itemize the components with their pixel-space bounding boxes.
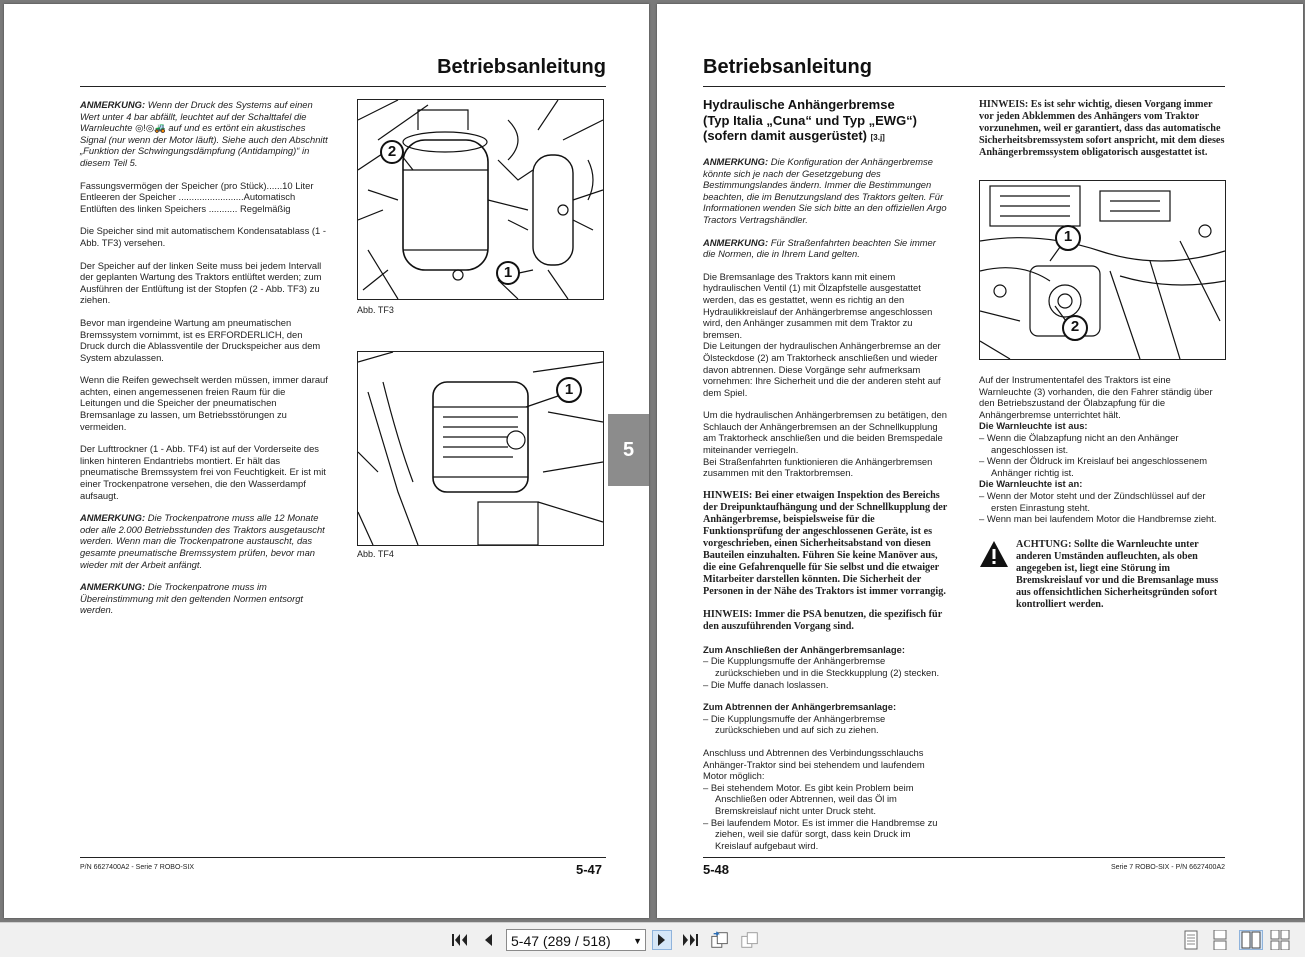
pdf-viewer-toolbar <box>0 922 1305 957</box>
right-page <box>657 4 1303 918</box>
first-page-button[interactable] <box>450 930 470 950</box>
next-page-button[interactable] <box>652 930 672 950</box>
callout-1: 1 <box>1063 228 1073 245</box>
list-item: – Die Kupplungsmuffe der Anhängerbremse zurückschieben und in die Steckkupplung (2) stecken. <box>703 655 940 679</box>
single-page-view-button[interactable] <box>1181 930 1201 950</box>
warning-off-heading: Die Warnleuchte ist aus: <box>979 420 1088 432</box>
next-view-button[interactable] <box>740 930 760 950</box>
hydraulic-coupling-illustration <box>980 181 1225 359</box>
header-rule <box>703 86 1225 87</box>
paragraph: Anschluss und Abtrennen des Verbindungsschlauchs Anhänger-Traktor sind bei stehendem und laufendem Motor möglich: <box>703 747 925 782</box>
spec-drain: Entleeren der Speicher .........................Automatisch <box>80 191 296 203</box>
paragraph: Die Leitungen der hydraulischen Anhängerbremse an der Ölsteckdose (2) am Traktorheck anschließen und wieder davon abtrennen. Diese Vorgänge sehr aufmerksam vornehmen: Ihre Sicherheit und die der anderen steht auf dem Spiel. <box>703 340 941 398</box>
spec-vent: Entlüften des linken Speichers ........... Regelmäßig <box>80 202 291 214</box>
list-item: – Wenn der Motor steht und der Zündschlüssel auf der ersten Einrastung steht. <box>979 489 1206 513</box>
left-page <box>4 4 649 918</box>
disconnect-heading: Zum Abtrennen der Anhängerbremsanlage: <box>703 701 897 713</box>
right-text-column-2 <box>979 99 1225 170</box>
figure-hydraulic-coupling <box>979 180 1226 360</box>
paragraph: Bei Straßenfahrten funktionieren die Anhängerbremsen zusammen mit den Traktorbremsen. <box>703 455 933 479</box>
ppe-notice: HINWEIS: Immer die PSA benutzen, die spezifisch für den auszuführenden Vorgang sind. <box>703 608 943 632</box>
last-page-icon <box>681 932 699 948</box>
note-configuration: ANMERKUNG: Die Konfiguration der Anhängerbremse könnte sich je nach der Gesetzgebung des Bestimmungslandes ändern. Immer die Bestimmungen beachten, die im Benutzungsland des Traktors gelten. Für Informationen wenden Sie sich bitte an den offiziellen Argo Tractors Vertragshändler. <box>703 156 947 225</box>
list-item: – Wenn man bei laufendem Motor die Handbremse zieht. <box>979 513 1217 525</box>
spec-capacity: Fassungsvermögen der Speicher (pro Stück)......10 Liter <box>80 179 314 191</box>
list-item: – Die Muffe danach loslassen. <box>703 678 829 690</box>
chapter-tab: 5 <box>608 414 649 486</box>
paragraph: Die Bremsanlage des Traktors kann mit einem hydraulischen Ventil (1) mit Ölzapfstelle ausgestattet werden, das es gestattet, wenn es richtig an den Hydraulikkreislauf der Anhängerbremse angeschlossen wird, den Anhänger zusammen mit dem Traktor zu bremsen. <box>703 270 933 340</box>
continuous-facing-view-button[interactable] <box>1270 930 1290 950</box>
prev-page-button[interactable] <box>478 930 498 950</box>
footer-rule <box>80 857 606 858</box>
page-header-title: Betriebsanleitung <box>437 56 606 78</box>
page-number: 5-48 <box>703 862 730 877</box>
paragraph: Auf der Instrumententafel des Traktors ist eine Warnleuchte (3) vorhanden, die den Fahrer ständig über den Betriebszustand der Ölabzapfung für die Anhängerbremse unterrichtet hält. <box>979 374 1213 420</box>
list-item: – Bei stehendem Motor. Es gibt kein Problem beim Anschließen oder Abtrennen, weil das Öl im Bremskreislauf nicht unter Druck steht. <box>703 781 914 816</box>
page-select[interactable]: 5-47 (289 / 518) ▼ <box>506 929 646 951</box>
list-item: – Wenn die Ölabzapfung nicht an den Anhänger angeschlossen ist. <box>979 431 1179 455</box>
right-text-column-1 <box>703 156 949 851</box>
right-text-column-2b <box>979 374 1225 525</box>
paragraph: Der Lufttrockner (1 - Abb. TF4) ist auf der Vorderseite des linken hinteren Endantriebs montiert. Er hält das pneumatische Bremssystem frei von Feuchtigkeit. Er ist mit einer Trockenpatrone versehen, die den Wasserdampf aufsaugt. <box>80 443 326 501</box>
connect-heading: Zum Anschließen der Anhängerbremsanlage: <box>703 643 905 655</box>
paragraph: Wenn die Reifen gewechselt werden müssen, immer darauf achten, einen angemessenen freien Raum für die Leitungen und die Speicher der pneumatischen Bremsanlage zu lassen, um Betriebsstörungen zu vermeiden. <box>80 374 328 432</box>
first-page-icon <box>451 932 469 948</box>
note-disposal: ANMERKUNG: Die Trockenpatrone muss im Übereinstimmung mit den geltenden Normen entsorgt werden. <box>80 581 304 616</box>
next-page-icon <box>655 932 669 948</box>
accumulator-illustration <box>358 100 603 299</box>
figure-caption: Abb. TF3 <box>357 305 394 315</box>
callout-1: 1 <box>564 381 574 398</box>
list-item: – Wenn der Öldruck im Kreislauf bei angeschlossenem Anhänger richtig ist. <box>979 455 1208 478</box>
figure-caption: Abb. TF4 <box>357 549 394 559</box>
callout-2: 2 <box>1070 318 1080 335</box>
previous-view-button[interactable] <box>710 930 730 950</box>
continuous-facing-view-icon <box>1270 930 1290 950</box>
paragraph: Die Speicher sind mit automatischem Kondensatablass (1 - Abb. TF3) versehen. <box>80 225 326 248</box>
note-cartridge: ANMERKUNG: Die Trockenpatrone muss alle 12 Monate oder alle 2.000 Betriebsstunden des Traktors ausgetauscht werden. Wenn man die Trockenpatrone austauscht, das gesamte pneumatische Bremssystem prüfen, bevor man wieder mit der Arbeit anfängt. <box>80 512 325 570</box>
continuous-view-icon <box>1211 930 1229 950</box>
page-header-title: Betriebsanleitung <box>703 56 872 78</box>
note-road: ANMERKUNG: Für Straßenfahrten beachten Sie immer die Normen, die in Ihrem Land gelten. <box>703 236 936 260</box>
last-page-button[interactable] <box>680 930 700 950</box>
left-text-column <box>80 99 328 627</box>
facing-view-button[interactable] <box>1239 930 1263 950</box>
single-page-view-icon <box>1183 930 1199 950</box>
warning-light-icon: ◎!◎🚜 <box>135 122 166 134</box>
chevron-down-icon: ▼ <box>633 936 642 946</box>
list-item: – Die Kupplungsmuffe der Anhängerbremse zurückschieben und auf sich zu ziehen. <box>703 712 886 736</box>
prev-page-icon <box>481 932 495 948</box>
paragraph: Um die hydraulischen Anhängerbremsen zu betätigen, den Schlauch der Anhängerbremsen an der Schnellkupplung am Traktorheck anschließen und die beiden Bremspedale miteinander verriegeln. <box>703 409 947 456</box>
note-warning-light: ANMERKUNG: Wenn der Druck des Systems auf einen Wert unter 4 bar abfällt, leuchtet auf der Schalttafel die Warnleuchte ◎!◎🚜 auf und es ertönt ein akustisches Signal (nur wenn der Motor läuft). Siehe auch den Abschnitt „Funktion der Schwingungsdämpfung (Antidamping)“ in diesem Teil 5. <box>80 99 328 168</box>
footer-text: Serie 7 ROBO-SIX - P/N 6627400A2 <box>1111 864 1225 871</box>
paragraph: Bevor man irgendeine Wartung am pneumatischen Bremssystem vornimmt, ist es ERFORDERLICH, den Druck durch die Ablassventile der Druckspeicher aus dem System abzulassen. <box>80 316 321 363</box>
warning-triangle-icon <box>979 540 1009 568</box>
list-item: – Bei laufendem Motor. Es ist immer die Handbremse zu ziehen, weil sie dafür sorgt, dass kein Druck im Kreislauf aufgebaut wird. <box>703 816 938 851</box>
facing-view-icon <box>1241 931 1261 949</box>
important-notice: HINWEIS: Es ist sehr wichtig, diesen Vorgang immer vor jeden Abklemmen des Anhängers vom Traktor vorzunehmen, weil er garantiert, dass das automatische Sicherheitsbremssystem sofort anspricht, mit dem dieses Anhängerbremssystem obligatorisch ausgestattet ist. <box>979 99 1225 158</box>
previous-view-icon <box>710 930 730 950</box>
page-number: 5-47 <box>575 862 602 877</box>
section-title: Hydraulische Anhängerbremse (Typ Italia „Cuna“ und Typ „EWG“) (sofern damit ausgerüstet) [3.j] <box>703 97 918 143</box>
warning-on-heading: Die Warnleuchte ist an: <box>979 478 1083 490</box>
next-view-icon <box>740 930 760 950</box>
header-rule <box>80 86 606 87</box>
paragraph: Der Speicher auf der linken Seite muss bei jedem Intervall der geplanten Wartung des Traktors entlüftet werden; zum Ausführen der Entlüftung ist der Stopfen (2 - Abb. TF3) zu ziehen. <box>80 259 322 306</box>
continuous-view-button[interactable] <box>1210 930 1230 950</box>
safety-notice: HINWEIS: Bei einer etwaigen Inspektion des Bereichs der Dreipunktaufhängung und der Schnellkupplung der Anhängerbremse, beispielsweise für die Funktionsprüfung der angeschlossenen Geräte, ist es vorgeschrieben, einen Sicherheitsabstand von diesen Bauteilen einzuhalten. Führen Sie keine Manöver aus, die eine Gefahrenquelle für Sie selbst und die etwaiger Mitarbeiter darstellen könnten. Die Sicherheit der Personen in der Nähe des Traktors ist immer vorrangig. <box>703 489 948 597</box>
figure-tf3 <box>357 99 604 300</box>
figure-tf4 <box>357 351 604 546</box>
callout-1: 1 <box>503 264 513 281</box>
footer-text: P/N 6627400A2 - Serie 7 ROBO-SIX <box>80 864 194 871</box>
caution-notice: ACHTUNG: Sollte die Warnleuchte unter anderen Umständen aufleuchten, als oben angegeben ist, liegt eine Störung im Bremskreislauf vor und die Bremsanlage muss aus offensichtlichen Sicherheitsgründen sofort kontrolliert werden. <box>1016 539 1219 610</box>
footer-rule <box>703 857 1225 858</box>
callout-2: 2 <box>387 143 397 160</box>
